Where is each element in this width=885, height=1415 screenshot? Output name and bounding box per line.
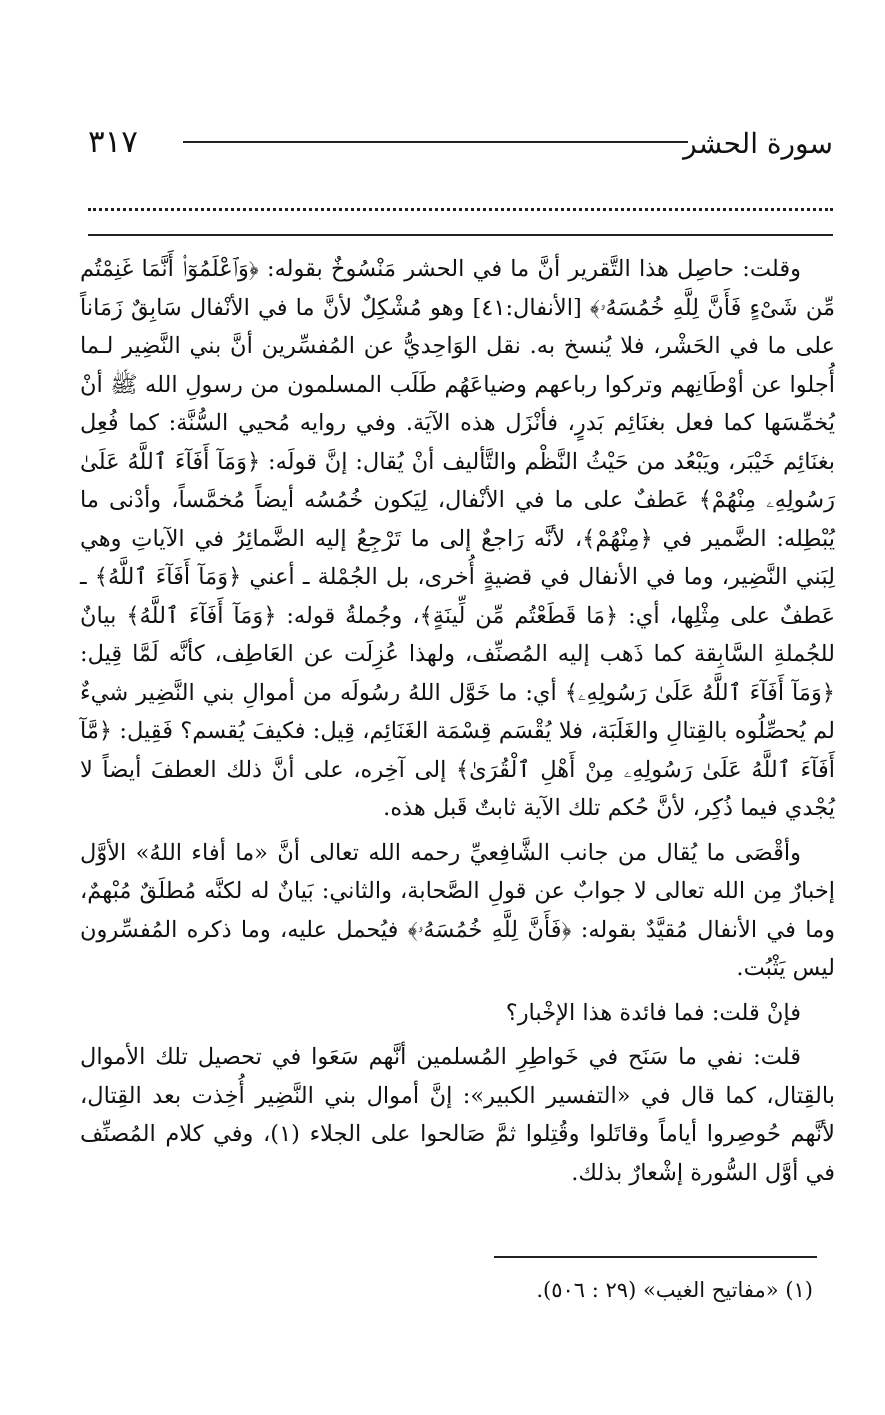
page-number: ٣١٧ [88, 124, 138, 160]
surah-title: سورة الحشر [683, 127, 833, 160]
body-text [80, 250, 835, 1192]
paragraph-question: فإنْ قلت: فما فائدة هذا الإخْبار؟ [505, 999, 801, 1026]
page-header [88, 118, 833, 168]
header-bottom-rule [88, 234, 833, 236]
paragraph-answer: قلت: نفي ما سَنَح في خَواطِرِ المُسلمين أنَّهم سَعَوا في تحصيل تلك الأموال بالقِتال، كما قال في «التفسير الكبير»: إنَّ أموال بني النَّضِير أُخِذت بعد القِتال، لأنَّهم حُوصِروا أياماً وقاتَلوا وقُتِلوا ثمَّ صَالحوا على الجلاء (١)، وفي كلام المُصنِّف في أوَّل السُّورة إشْعارٌ بذلك. [80, 1044, 835, 1186]
dotted-separator [88, 208, 833, 211]
paragraph-shafii-view: وأقْصَى ما يُقال من جانب الشَّافِعيِّ رحمه الله تعالى أنَّ «ما أفاء اللهُ» الأوَّل إخبارٌ مِن الله تعالى لا جوابٌ عن قولِ الصَّحابة، والثاني: بَيانٌ له لكنَّه مُطلَقٌ مُبْهمٌ، وما في الأنفال مُقيَّدٌ بقوله: ﴿فَأَنَّ لِلَّهِ خُمُسَهُۥ﴾ فيُحمل عليه، وما ذكره المُفسِّرون ليس يَثْبُت. [80, 839, 835, 981]
footnote: (١) «مفاتيح الغيب» (٢٩ : ٥٠٦). [536, 1278, 813, 1302]
header-rule [183, 141, 688, 143]
paragraph-commentary: وقلت: حاصِل هذا التَّقرير أنَّ ما في الحشر مَنْسُوخٌ بقوله: ﴿وَٱعْلَمُوٓا۟ أَنَّمَا غَنِمْتُم مِّن شَىْءٍ فَأَنَّ لِلَّهِ خُمُسَهُۥ﴾ [الأنفال:٤١] وهو مُشْكِلٌ لأنَّ ما في الأنْفال سَابِقٌ زَمَاناً على ما في الحَشْر، فلا يُنسخ به. نقل الوَاحِديُّ عن المُفسِّرين أنَّ بني النَّضِير لـما أُجلوا عن أوْطَانِهم وتركوا رباعهم وضياعَهُم طَلَب المسلمون من رسولِ الله ﷺ أنْ يُخمِّسَها كما فعل بغنَائِم بَدرٍ، فأنْزَل هذه الآيَة. وفي روايه مُحيي السُّنَّة: كما فُعِل بغنَائِم خَيْبَر، ويَبْعُد من حَيْثُ النَّظْم والتَّأليف أنْ يُقال: إنَّ قولَه: ﴿وَمَآ أَفَآءَ ٱللَّهُ عَلَىٰ رَسُولِهِۦ مِنْهُمْ﴾ عَطفٌ على ما في الأنْفال، لِيَكون خُمُسُه أيضاً مُخمَّساً، وأدْنى ما يُبْطِله: الضَّمير في ﴿مِنْهُمْ﴾، لأنَّه رَاجعٌ إلى ما تَرْجِعُ إليه الضَّمائِرُ في الآياتِ وهي لِبَني النَّضِير، وما في الأنفال في قضيةٍ أُخرى، بل الجُمْلة ـ أعني ﴿وَمَآ أَفَآءَ ٱللَّهُ﴾ ـ عَطفٌ على مِثْلِها، أي: ﴿مَا قَطَعْتُم مِّن لِّينَةٍ﴾، وجُملةُ قوله: ﴿وَمَآ أَفَآءَ ٱللَّهُ﴾ بيانٌ للجُملةِ السَّابِقة كما ذَهب إليه المُصنِّف، ولهذا عُزِلَت عن العَاطِف، كأنَّه لَمَّا قِيل: ﴿وَمَآ أَفَآءَ ٱللَّهُ عَلَىٰ رَسُولِهِۦ﴾ أي: ما خَوَّل اللهُ رسُولَه من أموالِ بني النَّضِير شيءٌ لم يُحصِّلُوه بالقِتالِ والغَلَبَة، فلا يُقْسَم قِسْمَة الغَنَائِم، قِيل: فكيفَ يُقسم؟ فَقِيل: ﴿مَّآ أَفَآءَ ٱللَّهُ عَلَىٰ رَسُولِهِۦ مِنْ أَهْلِ ٱلْقُرَىٰ﴾ إلى آخِره، على أنَّ ذلك العطفَ أيضاً لا يُجْدي فيما ذُكِر، لأنَّ حُكم تلك الآية ثابتٌ قَبل هذه. [80, 256, 835, 821]
footnote-rule [494, 1256, 817, 1258]
